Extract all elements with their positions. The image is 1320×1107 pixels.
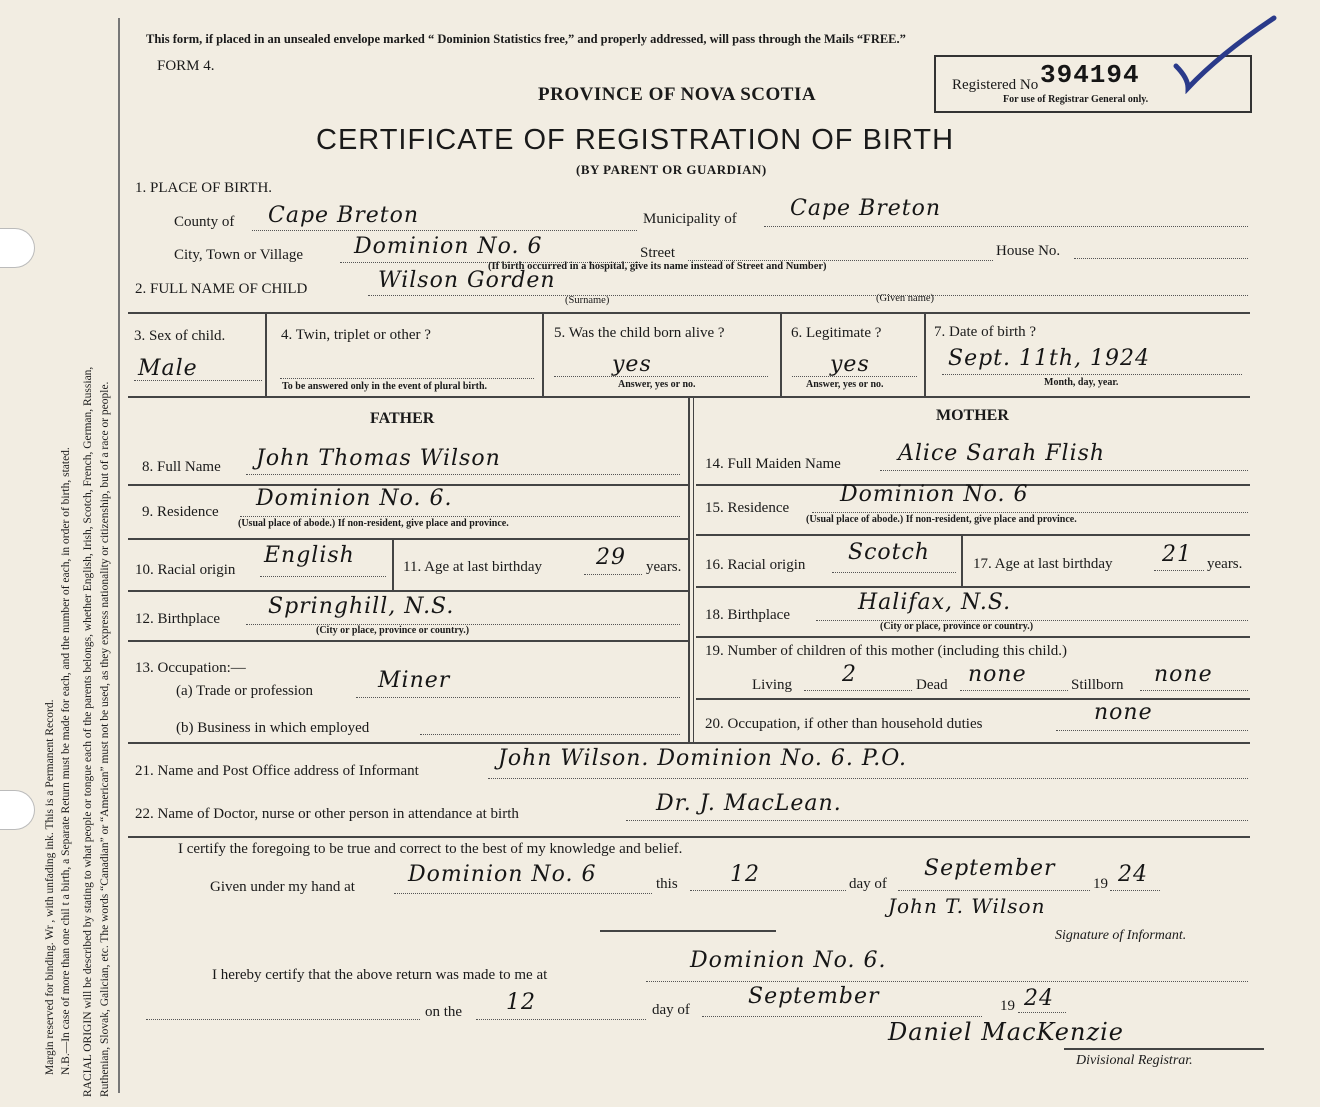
- mother-birthplace-label: 18. Birthplace: [705, 607, 790, 623]
- mother-age-value: 21: [1162, 542, 1192, 567]
- dob-label: 7. Date of birth ?: [934, 324, 1037, 340]
- doctor-label: 22. Name of Doctor, nurse or other person in attendance at birth: [135, 806, 519, 822]
- father-birthplace-value: Springhill, N.S.: [268, 594, 455, 619]
- mother-living-value: 2: [842, 662, 857, 687]
- mother-dead-label: Dead: [916, 677, 948, 693]
- mother-age-label: 17. Age at last birthday: [973, 556, 1113, 572]
- municipality-label: Municipality of: [643, 211, 737, 227]
- mother-years-label: years.: [1207, 556, 1243, 572]
- twin-note: To be answered only in the event of plural birth.: [282, 381, 488, 392]
- house-label: House No.: [996, 243, 1061, 259]
- mother-race-value: Scotch: [848, 540, 930, 565]
- on-the-label: on the: [425, 1004, 463, 1020]
- dob-note: Month, day, year.: [1044, 377, 1119, 388]
- given-name-note: (Given name): [876, 293, 935, 304]
- mother-birthplace-value: Halifax, N.S.: [858, 590, 1012, 615]
- legitimate-note: Answer, yes or no.: [806, 379, 884, 390]
- alive-note: Answer, yes or no.: [618, 379, 696, 390]
- father-birthplace-note: (City or place, province or country.): [316, 625, 470, 636]
- given-year-value: 24: [1118, 862, 1148, 887]
- mother-race-label: 16. Racial origin: [705, 557, 806, 573]
- informant-signature: John T. Wilson: [888, 894, 1046, 918]
- father-birthplace-label: 12. Birthplace: [135, 611, 220, 627]
- return-place-value: Dominion No. 6.: [690, 948, 887, 973]
- father-age-label: 11. Age at last birthday: [403, 559, 542, 575]
- mother-children-label: 19. Number of children of this mother (including this child.): [705, 643, 1068, 659]
- mother-name-label: 14. Full Maiden Name: [705, 456, 841, 472]
- dob-value: Sept. 11th, 1924: [948, 346, 1150, 371]
- year-prefix: 19: [1093, 876, 1108, 892]
- sidebar-racial-origin-note: RACIAL ORIGIN will be described by stating to what people or tongue each of the parents belongs, whether English, Irish, Scotch, French, German, Russian,: [82, 366, 94, 1097]
- punch-hole: [0, 228, 35, 268]
- informant-label: 21. Name and Post Office address of Informant: [135, 763, 419, 779]
- mother-occupation-value: none: [1094, 700, 1153, 725]
- sex-label: 3. Sex of child.: [134, 328, 226, 344]
- sidebar-multiple-birth-note: N.B.—In case of more than one chil t a birth, a Separate Return must be made for each, and the number of each, in order of birth, stated.: [60, 447, 72, 1075]
- father-heading: FATHER: [370, 410, 435, 427]
- sidebar-binding-note: Margin reserved for binding. Wr , with unfading ink. This is a Permanent Record.: [44, 699, 56, 1075]
- certify-statement: I certify the foregoing to be true and correct to the best of my knowledge and belief.: [178, 841, 683, 857]
- father-residence-value: Dominion No. 6.: [256, 486, 453, 511]
- father-residence-note: (Usual place of abode.) If non-resident, give place and province.: [238, 518, 509, 529]
- county-label: County of: [174, 214, 235, 230]
- mother-birthplace-note: (City or place, province or country.): [880, 621, 1034, 632]
- return-year-prefix: 19: [1000, 998, 1015, 1014]
- mother-residence-value: Dominion No. 6: [840, 482, 1029, 507]
- day-of-label: day of: [849, 876, 887, 892]
- punch-hole: [0, 790, 35, 830]
- father-race-label: 10. Racial origin: [135, 562, 236, 578]
- check-mark-icon: [1170, 14, 1280, 94]
- child-name-value: Wilson Gorden: [378, 268, 556, 293]
- this-label: this: [656, 876, 678, 892]
- registrar-signature: Daniel MacKenzie: [888, 1018, 1124, 1046]
- father-trade-value: Miner: [378, 668, 451, 693]
- informant-value: John Wilson. Dominion No. 6. P.O.: [498, 746, 907, 771]
- mother-residence-label: 15. Residence: [705, 500, 790, 516]
- father-occupation-label: 13. Occupation:—: [135, 660, 246, 676]
- county-value: Cape Breton: [268, 203, 420, 228]
- street-label: Street: [640, 245, 675, 261]
- mother-heading: MOTHER: [936, 407, 1009, 424]
- province-heading: PROVINCE OF NOVA SCOTIA: [538, 84, 817, 105]
- return-year-value: 24: [1024, 986, 1054, 1011]
- given-place-value: Dominion No. 6: [408, 862, 597, 887]
- registered-label: Registered No: [952, 77, 1039, 93]
- child-name-label: 2. FULL NAME OF CHILD: [135, 281, 308, 297]
- registrar-label: Divisional Registrar.: [1076, 1053, 1193, 1068]
- return-label: I hereby certify that the above return was made to me at: [212, 967, 548, 983]
- signature-label: Signature of Informant.: [1055, 928, 1187, 943]
- mother-stillborn-value: none: [1154, 662, 1213, 687]
- mail-notice: This form, if placed in an unsealed envelope marked “ Dominion Statistics free,” and properly addressed, will pass through the Mails “FREE.”: [146, 32, 906, 46]
- mother-name-value: Alice Sarah Flish: [898, 441, 1106, 466]
- legitimate-label: 6. Legitimate ?: [791, 325, 882, 341]
- page-title: CERTIFICATE OF REGISTRATION OF BIRTH: [316, 124, 955, 156]
- return-day-value: 12: [506, 990, 536, 1015]
- given-month-value: September: [924, 856, 1056, 881]
- doctor-value: Dr. J. MacLean.: [656, 791, 842, 816]
- place-heading: 1. PLACE OF BIRTH.: [135, 180, 273, 196]
- father-years-label: years.: [646, 559, 682, 575]
- sidebar-racial-origin-note-2: Ruthenian, Slovak, Galician, etc. The words “Canadian” or “American” must not be used, as they express nationality or citizenship, but of a race or people.: [99, 381, 111, 1097]
- father-name-value: John Thomas Wilson: [256, 446, 501, 471]
- mother-occupation-label: 20. Occupation, if other than household duties: [705, 716, 983, 732]
- father-residence-label: 9. Residence: [142, 504, 219, 520]
- mother-stillborn-label: Stillborn: [1071, 677, 1124, 693]
- sex-value: Male: [138, 356, 198, 381]
- mother-dead-value: none: [968, 662, 1027, 687]
- registrar-note: For use of Registrar General only.: [1003, 94, 1149, 105]
- legitimate-value: yes: [830, 352, 870, 377]
- mother-living-label: Living: [752, 677, 792, 693]
- father-name-label: 8. Full Name: [142, 459, 221, 475]
- registered-number: 394194: [1040, 60, 1140, 90]
- margin-rule: [118, 18, 120, 1093]
- surname-note: (Surname): [565, 295, 610, 306]
- municipality-value: Cape Breton: [790, 196, 942, 221]
- form-number: FORM 4.: [157, 58, 215, 74]
- alive-value: yes: [612, 352, 652, 377]
- father-race-value: English: [264, 543, 355, 568]
- father-trade-label: (a) Trade or profession: [176, 683, 314, 699]
- page-subtitle: (BY PARENT OR GUARDIAN): [576, 162, 767, 177]
- return-day-of-label: day of: [652, 1002, 690, 1018]
- given-day-value: 12: [730, 862, 760, 887]
- mother-residence-note: (Usual place of abode.) If non-resident, give place and province.: [806, 514, 1077, 525]
- alive-label: 5. Was the child born alive ?: [554, 325, 725, 341]
- return-month-value: September: [748, 984, 880, 1009]
- twin-label: 4. Twin, triplet or other ?: [281, 327, 431, 343]
- father-age-value: 29: [596, 545, 626, 570]
- city-value: Dominion No. 6: [354, 234, 543, 259]
- hospital-note: (If birth occurred in a hospital, give its name instead of Street and Number): [488, 261, 827, 272]
- city-label: City, Town or Village: [174, 247, 304, 263]
- given-label: Given under my hand at: [210, 879, 355, 895]
- father-business-label: (b) Business in which employed: [176, 720, 370, 736]
